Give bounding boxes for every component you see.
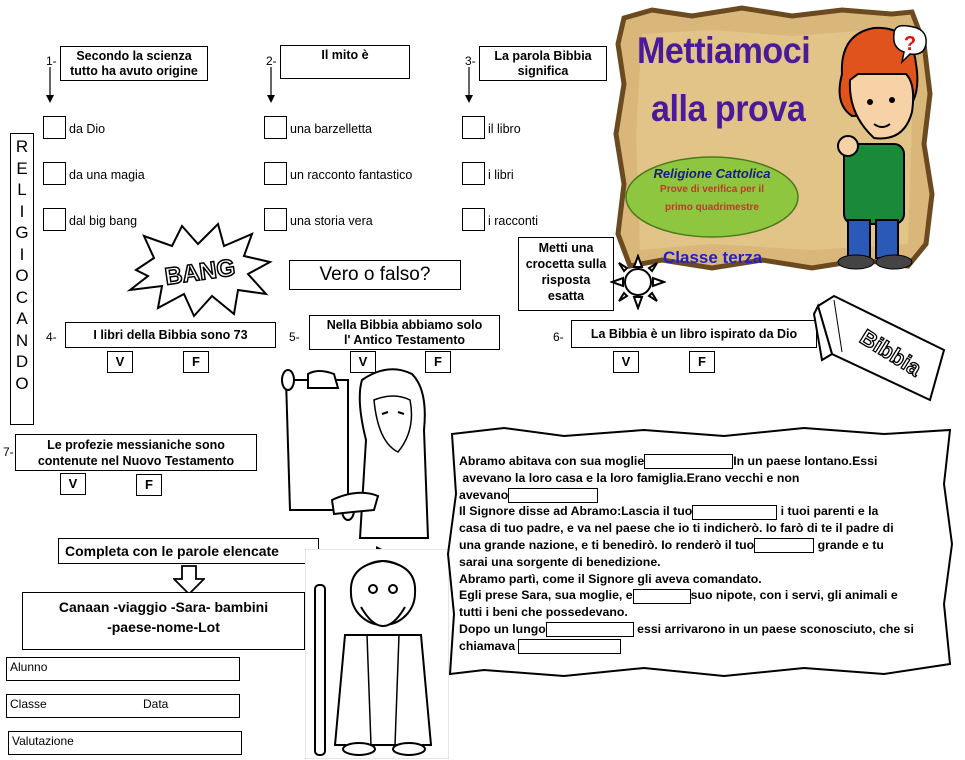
statement-box-6: La Bibbia è un libro ispirato da Dio [571, 320, 817, 348]
instruction-box [518, 237, 614, 311]
abraham-illustration [305, 549, 449, 759]
letter: D [15, 352, 29, 371]
story-text: Dopo un lungo [459, 621, 546, 636]
blank-input-3[interactable] [692, 505, 777, 520]
story-text: Abramo partì, come il Signore gli aveva comandato. [459, 571, 762, 586]
letter: L [17, 180, 27, 199]
class-date-field[interactable] [6, 694, 240, 718]
question-text: La parola Bibbia [494, 49, 592, 63]
story-text: suo nipote, con i servi, gli animali e [690, 588, 898, 603]
fill-in-instruction: Completa con le parole elencate [58, 538, 319, 564]
option-label: un racconto fantastico [290, 168, 413, 182]
letter: E [16, 158, 28, 178]
letter: O [15, 373, 29, 393]
letter: C [15, 287, 29, 307]
letter: I [19, 201, 25, 221]
vertical-word-religiocando [10, 133, 34, 425]
instruction-text: Metti una [538, 241, 594, 255]
option-label: i libri [488, 168, 514, 182]
question-number-6: 6- [553, 330, 564, 344]
blank-input-6[interactable] [546, 622, 634, 637]
story-text: i tuoi parenti e la [780, 504, 879, 519]
false-button-4[interactable]: F [183, 351, 209, 373]
title-line-2: alla prova [651, 88, 806, 129]
word-bank-text: -paese-nome-Lot [107, 619, 220, 635]
story-text: chiamava [459, 638, 516, 653]
question-number-1: 1- [46, 54, 57, 68]
oval-title: Religione Cattolica [653, 166, 771, 181]
question-box-1 [60, 46, 208, 81]
blank-input-2[interactable] [508, 488, 598, 503]
story-text: avevano [459, 487, 509, 502]
question-number-3: 3- [465, 54, 476, 68]
question-number-2: 2- [266, 54, 277, 68]
bible-book-icon [812, 292, 952, 404]
hollow-arrow-down-icon [173, 565, 205, 595]
question-text: significa [517, 64, 569, 78]
question-number-5: 5- [289, 330, 300, 344]
option-label: i racconti [488, 214, 539, 228]
sun-icon [610, 254, 666, 310]
statement-text: contenute nel Nuovo Testamento [37, 454, 235, 468]
story-text: una grande nazione, e ti benedirò. Io renderò il tuo [459, 537, 755, 552]
bang-text: BANG [163, 254, 237, 291]
true-button-7[interactable]: V [60, 473, 86, 495]
story-text: Il Signore disse ad Abramo:Lascia il tuo [459, 504, 693, 519]
fill-in-story [459, 453, 943, 655]
checkbox-q3-a[interactable] [462, 116, 485, 139]
checkbox-q3-c[interactable] [462, 208, 485, 231]
false-button-6[interactable]: F [689, 351, 715, 373]
question-number-7: 7- [3, 445, 14, 459]
letter: N [15, 330, 29, 350]
story-text: grande e tu [817, 537, 884, 552]
blank-input-5[interactable] [633, 589, 691, 604]
statement-box-5 [309, 315, 500, 350]
oval-subtitle-2: primo quadrimestre [665, 202, 759, 213]
blank-input-1[interactable] [644, 454, 733, 469]
question-text: Secondo la scienza [76, 49, 192, 63]
story-text: avevano la loro casa e la loro famiglia.Erano vecchi e non [462, 470, 800, 485]
arrow-down-icon [266, 67, 276, 103]
option-label: una storia vera [290, 214, 373, 228]
instruction-text: crocetta sulla [525, 257, 607, 271]
question-text: tutto ha avuto origine [70, 64, 198, 78]
option-label: dal big bang [69, 214, 138, 228]
blank-input-7[interactable] [518, 639, 621, 654]
story-text: casa di tuo padre, e va nel paese che io ti indicherò. Io farò di te il padre di [459, 521, 894, 536]
statement-text: l' Antico Testamento [343, 333, 466, 347]
story-text: In un paese lontano.Essi [733, 454, 878, 468]
instruction-text: esatta [547, 289, 585, 303]
blank-input-4[interactable] [754, 538, 814, 553]
question-box-3 [479, 46, 607, 81]
story-text: sarai una sorgente di benedizione. [459, 554, 661, 569]
story-text: Abramo abitava con sua moglie [459, 454, 645, 468]
student-name-field[interactable] [6, 657, 240, 681]
arrow-down-icon [45, 67, 55, 103]
word-bank-text: Canaan -viaggio -Sara- bambini [58, 599, 269, 615]
field-label: Data [143, 697, 169, 711]
question-number-4: 4- [46, 330, 57, 344]
field-label: Alunno [10, 660, 48, 674]
question-text: Il mito è [321, 48, 369, 62]
prophet-with-scroll-illustration [278, 360, 438, 540]
checkbox-q1-c[interactable] [43, 208, 66, 231]
statement-box-4: I libri della Bibbia sono 73 [65, 322, 276, 348]
story-text: Egli prese Sara, sua moglie, e [459, 588, 633, 603]
checkbox-q2-a[interactable] [264, 116, 287, 139]
option-label: il libro [488, 122, 521, 136]
question-mark: ? [903, 33, 917, 55]
letter: A [16, 309, 28, 328]
letter: I [19, 244, 25, 264]
true-button-5[interactable]: V [350, 351, 376, 373]
false-button-5[interactable]: F [425, 351, 451, 373]
statement-box-7 [15, 434, 257, 471]
arrow-down-icon [464, 67, 474, 103]
true-button-4[interactable]: V [107, 351, 133, 373]
checkbox-q3-b[interactable] [462, 162, 485, 185]
option-label: da una magia [69, 168, 145, 182]
checkbox-q1-a[interactable] [43, 116, 66, 139]
letter: R [15, 137, 29, 156]
word-bank [22, 592, 305, 650]
checkbox-q2-b[interactable] [264, 162, 287, 185]
checkbox-q1-b[interactable] [43, 162, 66, 185]
question-box-2 [280, 45, 410, 79]
bible-label: Bibbia [855, 324, 926, 382]
option-label: una barzelletta [290, 122, 373, 136]
story-text: essi arrivarono in un paese sconosciuto, che si [637, 621, 914, 636]
title-line-1: Mettiamoci [637, 30, 811, 71]
statement-text: Le profezie messianiche sono [47, 438, 225, 452]
field-label: Classe [10, 697, 47, 711]
letter: G [15, 223, 29, 242]
story-text: tutti i beni che possedevano. [459, 605, 628, 620]
field-label: Valutazione [12, 734, 74, 748]
false-button-7[interactable]: F [136, 474, 162, 496]
option-label: da Dio [69, 122, 106, 136]
statement-text: Nella Bibbia abbiamo solo [326, 318, 483, 332]
instruction-text: risposta [541, 273, 591, 287]
true-button-6[interactable]: V [613, 351, 639, 373]
grade-field[interactable] [8, 731, 242, 755]
bang-burst-icon [126, 222, 274, 318]
class-label: Classe terza [663, 248, 763, 267]
oval-subtitle-1: Prove di verifica per il [660, 184, 764, 195]
letter: O [15, 266, 29, 285]
true-false-title: Vero o falso? [289, 260, 461, 290]
